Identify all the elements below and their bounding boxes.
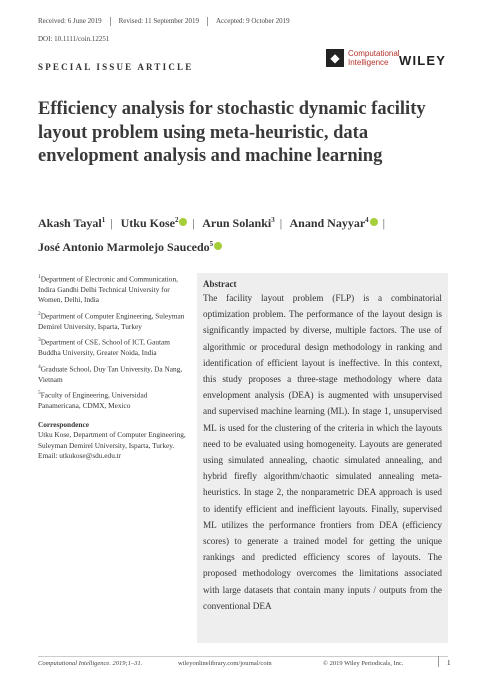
author[interactable]: Akash Tayal$^1$ (38, 216, 106, 230)
affiliation: $^2$Department of Computer Engineering, Suleyman Demirel University, Isparta, Turkey (38, 310, 185, 331)
correspondence-heading: Correspondence (38, 419, 89, 429)
abstract-box (197, 273, 448, 643)
orcid-icon[interactable] (179, 218, 187, 226)
author[interactable]: Utku Kose$^2$ (121, 216, 188, 230)
affiliation: $^1$Department of Electronic and Communication, Indira Gandhi Delhi Technical University for Women, Delhi, India (38, 274, 178, 305)
footer-url[interactable]: wileyonlinelibrary.com/journal/coin (178, 660, 272, 667)
journal-logo-line1: Computational (348, 49, 400, 58)
footer-copyright: © 2019 Wiley Periodicals, Inc. (323, 660, 404, 667)
accepted-date: Accepted: 9 October 2019 (207, 17, 298, 26)
revised-date: Revised: 11 September 2019 (110, 17, 207, 26)
page-footer (38, 656, 448, 667)
received-date: Received: 6 June 2019 (38, 17, 102, 25)
orcid-icon[interactable] (370, 218, 378, 226)
publisher-logo: WILEY (399, 53, 447, 68)
article-dates (38, 17, 298, 26)
article-type: SPECIAL ISSUE ARTICLE (38, 62, 194, 72)
abstract-text: The facility layout problem (FLP) is a combinatorial optimization problem. The performance of the layout design is significantly impacted by diverse, multiple factors. The use of algorithmic or procedural design methodology in ranking and identification of efficient layout is ineffective. In this context, this study proposes a three-stage methodology where data envelopment analysis (DEA) is augmented with unsupervised and supervised machine learning (ML). In stage 1, unsupervised ML is used for the clustering of the criteria in which the layouts need to be evaluated using homogeneity. Layouts are generated using simulated annealing, chaotic simulated annealing, and hybrid firefly algorithm/chaotic simulated annealing meta-heuristics. In stage 2, the nonparametric DEA approach is used to identify efficient and inefficient layouts. Finally, supervised ML utilizes the performance frontiers from DEA (efficiency scores) to generate a trained model for getting the unique rankings and predicted efficiency scores of layouts. The proposed methodology overcomes the limitations associated with large datasets that contain many inputs / outputs from the conventional DEA (203, 293, 442, 611)
affiliation: $^3$Department of CSE, School of ICT, Gautam Buddha University, Greater Noida, India (38, 337, 170, 358)
abstract-heading: Abstract (203, 279, 237, 289)
affiliation: $^5$Faculty of Engineering, Universidad Panamericana, CDMX, Mexico (38, 390, 148, 411)
doi[interactable]: DOI: 10.1111/coin.12251 (38, 35, 110, 43)
affiliations (38, 272, 188, 462)
affiliation: $^4$Graduate School, Duy Tan University, Da Nang, Vietnam (38, 363, 183, 384)
journal-logo-icon: ◆ (326, 49, 344, 67)
author[interactable]: Arun Solanki$^3$ (202, 216, 275, 230)
journal-logo (326, 49, 400, 67)
correspondence-email[interactable]: Email: utkukose@sdu.edu.tr (38, 451, 122, 461)
journal-logo-line2: Intelligence (348, 58, 389, 67)
author-list: Akash Tayal$^1$ | Utku Kose$^2$ | Arun Solanki$^3$ | Anand Nayyar$^4$ | José Antonio Marmolejo Saucedo$^5$ (38, 216, 386, 254)
author[interactable]: José Antonio Marmolejo Saucedo$^5$ (38, 240, 222, 254)
paper-title: Efficiency analysis for stochastic dynamic facility layout problem using meta-heuristic, data envelopment analysis and machine learning (38, 99, 426, 166)
footer-journal: Computational Intelligence. 2019;1–31. (38, 660, 143, 667)
correspondence-text: Utku Kose, Department of Computer Engineering, Suleyman Demirel University, Isparta, Turkey. (38, 430, 186, 450)
page-number: 1 (438, 656, 451, 667)
orcid-icon[interactable] (214, 242, 222, 250)
author[interactable]: Anand Nayyar$^4$ (289, 216, 377, 230)
